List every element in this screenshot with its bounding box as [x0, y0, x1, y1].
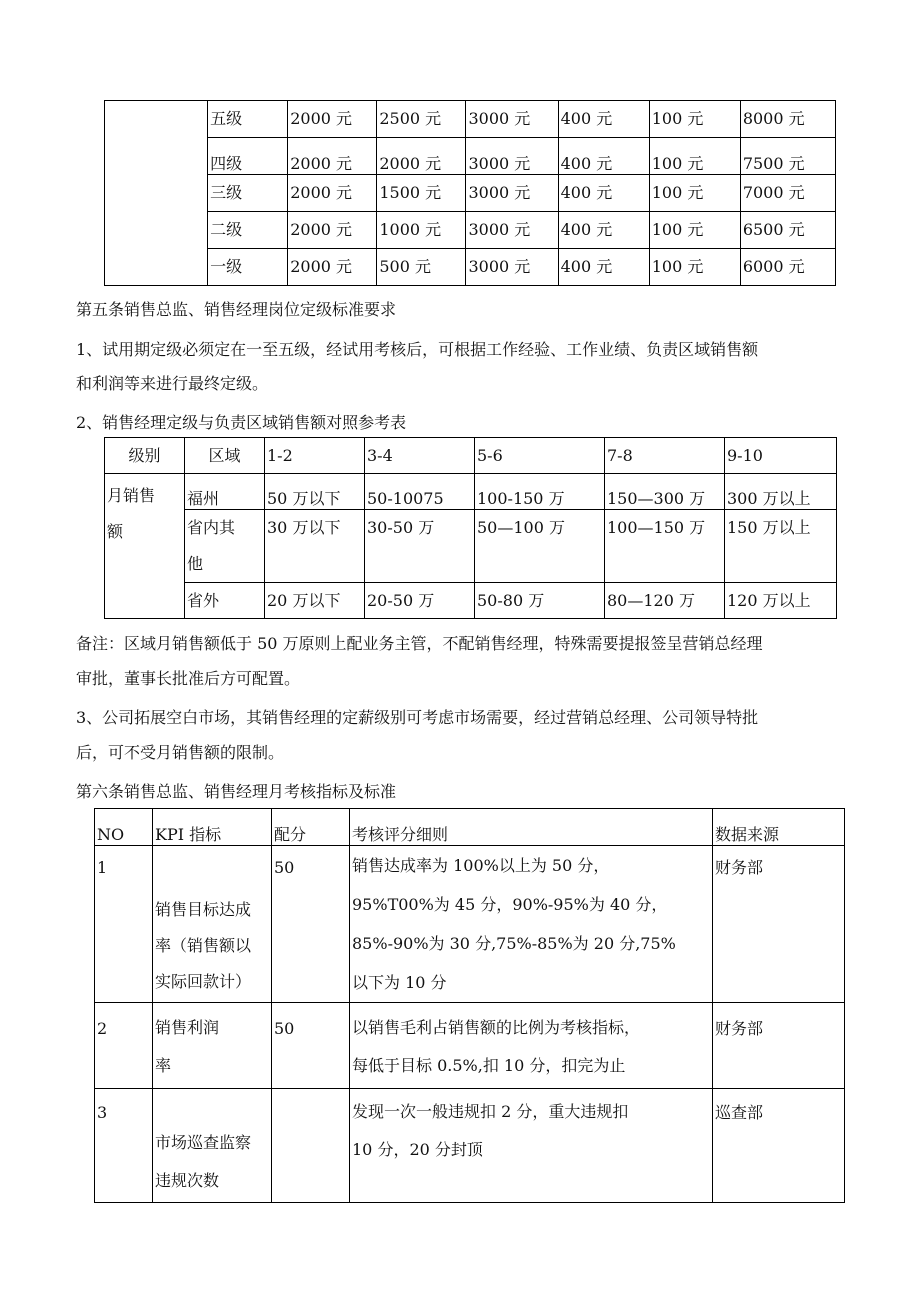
- header-cell: 9-10: [725, 438, 837, 474]
- table-row: [105, 474, 837, 510]
- grade-cell: 2000 元: [288, 175, 377, 212]
- kpi-name-cell: [153, 1003, 272, 1089]
- kpi-rule-line: 10 分，20 分封顶: [352, 1140, 483, 1159]
- grade-cell: 400 元: [558, 212, 649, 249]
- kpi-name-line: 销售目标达成: [155, 900, 252, 919]
- grade-cell: 100 元: [649, 212, 740, 249]
- grade-cell: 2000 元: [377, 138, 466, 175]
- grade-cell: 400 元: [558, 175, 649, 212]
- header-cell: 1-2: [265, 438, 365, 474]
- region-value: 50—100 万: [475, 510, 605, 583]
- kpi-name-line: 率: [155, 1056, 172, 1075]
- region-value: 100—150 万: [605, 510, 725, 583]
- header-cell: 级别: [105, 438, 185, 474]
- grade-cell: 2500 元: [377, 101, 466, 138]
- region-value: 50 万以下: [265, 474, 365, 510]
- kpi-name-line: 违规次数: [155, 1171, 220, 1190]
- header-cell: KPI 指标: [153, 809, 272, 846]
- header-cell: 区域: [185, 438, 265, 474]
- grade-cell: 400 元: [558, 138, 649, 175]
- region-value: 120 万以上: [725, 583, 837, 619]
- grade-cell: 1000 元: [377, 212, 466, 249]
- salary-grade-table: [104, 100, 836, 286]
- kpi-rule-line: 85%-90%为 30 分,75%-85%为 20 分,75%: [352, 934, 676, 953]
- grade-cell: 500 元: [377, 249, 466, 286]
- kpi-name-cell: [153, 846, 272, 1003]
- region-value: 50-10075: [365, 474, 475, 510]
- header-cell: 5-6: [475, 438, 605, 474]
- article6-title: 第六条销售总监、销售经理月考核指标及标准: [76, 782, 397, 801]
- region-name-cell: [185, 510, 265, 583]
- header-cell: 考核评分细则: [350, 809, 713, 846]
- table-header-row: [105, 438, 837, 474]
- grade-cell: 2000 元: [288, 101, 377, 138]
- kpi-no: 1: [95, 846, 153, 1003]
- kpi-table: [94, 808, 845, 1203]
- kpi-rule-line: 95%T00%为 45 分，90%-95%为 40 分，: [352, 895, 668, 914]
- header-cell: 配分: [272, 809, 350, 846]
- remark-line1: 备注：区域月销售额低于 50 万原则上配业务主管，不配销售经理，特殊需要提报签呈营销总经理: [76, 634, 763, 653]
- kpi-name-line: 率（销售额以: [155, 936, 252, 955]
- region-value: 150—300 万: [605, 474, 725, 510]
- kpi-rule-line: 以下为 10 分: [352, 973, 447, 992]
- region-name: 福州: [185, 474, 265, 510]
- kpi-rule-cell: [350, 1003, 713, 1089]
- region-value: 100-150 万: [475, 474, 605, 510]
- item3-line2: 后，可不受月销售额的限制。: [76, 743, 285, 762]
- kpi-name-line: 实际回款计）: [155, 972, 252, 991]
- grade-cell: 3000 元: [466, 175, 558, 212]
- region-value: 80—120 万: [605, 583, 725, 619]
- grade-cell: 6500 元: [740, 212, 835, 249]
- table-row: [95, 1003, 845, 1089]
- region-value: 20-50 万: [365, 583, 475, 619]
- kpi-rule-cell: [350, 1089, 713, 1203]
- grade-cell: 400 元: [558, 101, 649, 138]
- header-cell: 数据来源: [713, 809, 845, 846]
- region-value: 20 万以下: [265, 583, 365, 619]
- kpi-source: 财务部: [713, 1003, 845, 1089]
- header-cell: 7-8: [605, 438, 725, 474]
- grade-cell: 400 元: [558, 249, 649, 286]
- table-row: [105, 249, 836, 286]
- kpi-rule-line: 以销售毛利占销售额的比例为考核指标，: [352, 1018, 641, 1037]
- table-row: [105, 101, 836, 138]
- kpi-rule-cell: [350, 846, 713, 1003]
- region-value: 30-50 万: [365, 510, 475, 583]
- article5-item2: 2、销售经理定级与负责区域销售额对照参考表: [76, 413, 407, 432]
- grade-cell: 100 元: [649, 101, 740, 138]
- kpi-score: 50: [272, 846, 350, 1003]
- grade-cell: 1500 元: [377, 175, 466, 212]
- kpi-rule-line: 发现一次一般违规扣 2 分，重大违规扣: [352, 1102, 629, 1121]
- grade-cell: 100 元: [649, 138, 740, 175]
- table-row: [105, 510, 837, 583]
- grade-cell: 100 元: [649, 249, 740, 286]
- grade-cell: 7500 元: [740, 138, 835, 175]
- region-sales-table: [104, 437, 837, 619]
- table-header-row: [95, 809, 845, 846]
- empty-merged-cell: [105, 101, 208, 286]
- header-cell: 3-4: [365, 438, 475, 474]
- item3-line1: 3、公司拓展空白市场，其销售经理的定薪级别可考虑市场需要，经过营销总经理、公司领导特批: [76, 708, 759, 727]
- grade-cell: 3000 元: [466, 138, 558, 175]
- grade-cell: 3000 元: [466, 249, 558, 286]
- table-row: [105, 138, 836, 175]
- grade-level: 五级: [208, 101, 288, 138]
- article5-item1-line1: 1、试用期定级必须定在一至五级，经试用考核后，可根据工作经验、工作业绩、负责区域销售额: [76, 340, 759, 359]
- kpi-name-line: 市场巡查监察: [155, 1133, 252, 1152]
- table-row: [105, 583, 837, 619]
- region-name: 省外: [185, 583, 265, 619]
- grade-cell: 6000 元: [740, 249, 835, 286]
- kpi-score: 50: [272, 1003, 350, 1089]
- region-name-line: 他: [187, 554, 204, 573]
- region-value: 150 万以上: [725, 510, 837, 583]
- grade-cell: 2000 元: [288, 249, 377, 286]
- table-row: [105, 212, 836, 249]
- table-row: [95, 1089, 845, 1203]
- kpi-name-line: 销售利润: [155, 1018, 220, 1037]
- grade-cell: 2000 元: [288, 138, 377, 175]
- kpi-no: 2: [95, 1003, 153, 1089]
- grade-cell: 8000 元: [740, 101, 835, 138]
- row-label-line: 月销售: [107, 486, 156, 505]
- row-label-cell: [105, 474, 185, 619]
- grade-level: 四级: [208, 138, 288, 175]
- article5-title: 第五条销售总监、销售经理岗位定级标准要求: [76, 300, 397, 319]
- kpi-source: 财务部: [713, 846, 845, 1003]
- kpi-no: 3: [95, 1089, 153, 1203]
- grade-level: 二级: [208, 212, 288, 249]
- kpi-rule-line: 销售达成率为 100%以上为 50 分，: [352, 856, 610, 875]
- kpi-rule-line: 每低于目标 0.5%,扣 10 分，扣完为止: [352, 1056, 626, 1075]
- region-value: 50-80 万: [475, 583, 605, 619]
- grade-cell: 100 元: [649, 175, 740, 212]
- article5-item1-line2: 和利润等来进行最终定级。: [76, 374, 269, 393]
- grade-level: 一级: [208, 249, 288, 286]
- remark-line2: 审批，董事长批准后方可配置。: [76, 669, 301, 688]
- grade-level: 三级: [208, 175, 288, 212]
- region-value: 30 万以下: [265, 510, 365, 583]
- kpi-source: 巡查部: [713, 1089, 845, 1203]
- region-name-line: 省内其: [187, 518, 236, 537]
- row-label-line: 额: [107, 522, 124, 541]
- table-row: [105, 175, 836, 212]
- grade-cell: 7000 元: [740, 175, 835, 212]
- table-row: [95, 846, 845, 1003]
- grade-cell: 3000 元: [466, 212, 558, 249]
- kpi-score: [272, 1089, 350, 1203]
- kpi-name-cell: [153, 1089, 272, 1203]
- header-cell: NO: [95, 809, 153, 846]
- grade-cell: 3000 元: [466, 101, 558, 138]
- grade-cell: 2000 元: [288, 212, 377, 249]
- region-value: 300 万以上: [725, 474, 837, 510]
